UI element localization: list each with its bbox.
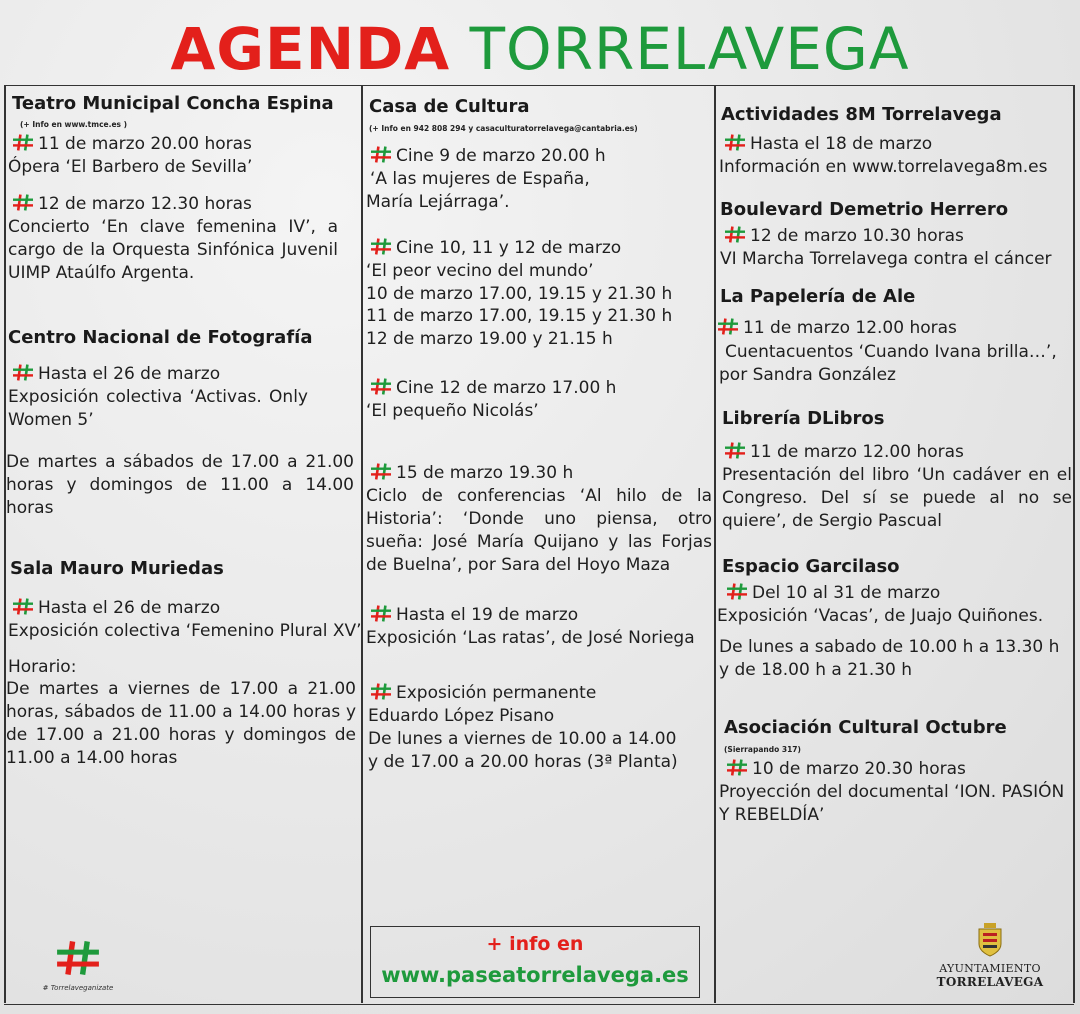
- venue-heading: Actividades 8M Torrelavega: [721, 104, 1002, 125]
- hashtag-logo-icon: [55, 938, 101, 978]
- event-date: Cine 12 de marzo 17.00 h: [370, 377, 616, 400]
- hashtag-icon: [370, 238, 392, 255]
- hashtag-icon: [717, 318, 739, 335]
- info-box: [370, 926, 700, 998]
- hashtag-icon: [370, 463, 392, 480]
- event-line: María Lejárraga’.: [366, 192, 510, 212]
- venue-heading: La Papelería de Ale: [720, 286, 916, 307]
- event-line: 11 de marzo 17.00, 19.15 y 21.30 h: [366, 306, 673, 326]
- event-line: Exposición ‘Vacas’, de Juajo Quiñones.: [717, 606, 1044, 626]
- hashtag-icon: [726, 759, 748, 776]
- venue-heading: Asociación Cultural Octubre: [724, 717, 1007, 738]
- event-date: Hasta el 26 de marzo: [12, 597, 220, 620]
- event-hours: De martes a viernes de 17.00 a 21.00 horas, sábados de 11.00 a 14.00 horas y de 17.00 a 21.00 horas y domingos de 11.00 a 14.00 horas: [6, 679, 356, 768]
- event-line: ‘El pequeño Nicolás’: [366, 401, 539, 421]
- event-desc: Concierto ‘En clave femenina IV’, a cargo de la Orquesta Sinfónica Juvenil UIMP Ataúlfo Argenta.: [8, 217, 338, 283]
- hashtag-icon: [12, 194, 34, 211]
- event-line: Y REBELDÍA’: [719, 805, 825, 825]
- hashtag-icon: [724, 226, 746, 243]
- event-date: 12 de marzo 10.30 horas: [724, 225, 964, 248]
- venue-info: (+ Info en 942 808 294 y casaculturatorrelavega@cantabria.es): [369, 124, 638, 133]
- venue-heading: Teatro Municipal Concha Espina: [12, 93, 334, 114]
- hashtag-icon: [724, 442, 746, 459]
- event-hours: De martes a sábados de 17.00 a 21.00 horas y domingos de 11.00 a 14.00 horas: [6, 452, 354, 518]
- event-date: Hasta el 18 de marzo: [724, 133, 932, 156]
- venue-heading: Librería DLibros: [722, 408, 885, 429]
- venue-address: (Sierrapando 317): [724, 745, 801, 754]
- brand-tag: # Torrelaveganizate: [42, 984, 114, 992]
- event-line: Exposición ‘Las ratas’, de José Noriega: [366, 628, 695, 648]
- venue-heading: Espacio Garcilaso: [722, 556, 900, 577]
- event-date: Hasta el 26 de marzo: [12, 363, 220, 386]
- event-line: Información en www.torrelavega8m.es: [719, 157, 1048, 177]
- venue-heading: Casa de Cultura: [369, 96, 530, 117]
- event-date: Cine 10, 11 y 12 de marzo: [370, 237, 621, 260]
- hashtag-icon: [12, 134, 34, 151]
- event-date: Del 10 al 31 de marzo: [726, 582, 940, 605]
- event-line: 10 de marzo 17.00, 19.15 y 21.30 h: [366, 284, 673, 304]
- venue-heading: Centro Nacional de Fotografía: [8, 327, 313, 348]
- event-line: ‘A las mujeres de España,: [370, 169, 590, 189]
- venue-heading: Sala Mauro Muriedas: [10, 558, 224, 579]
- event-date: Cine 9 de marzo 20.00 h: [370, 145, 606, 168]
- event-line: Cuentacuentos ‘Cuando Ivana brilla…’,: [725, 342, 1057, 362]
- event-line: Eduardo López Pisano: [368, 706, 555, 726]
- info-label: + info en: [486, 933, 584, 955]
- event-date: 11 de marzo 12.00 horas: [724, 441, 964, 464]
- divider: [361, 85, 363, 1003]
- event-line: ‘El peor vecino del mundo’: [366, 261, 594, 281]
- torrelaveganizate-logo: [38, 938, 118, 992]
- hashtag-icon: [370, 378, 392, 395]
- event-line: Proyección del documental ‘ION. PASIÓN: [719, 782, 1065, 802]
- horario-label: Horario:: [8, 657, 77, 677]
- ayto-line1: AYUNTAMIENTO: [939, 962, 1041, 975]
- hashtag-icon: [370, 146, 392, 163]
- page-title: [0, 15, 1080, 83]
- event-desc: Exposición colectiva ‘Activas. Only Women 5’: [8, 387, 308, 430]
- hashtag-icon: [12, 364, 34, 381]
- title-agenda: AGENDA: [170, 15, 451, 83]
- divider: [4, 85, 6, 1003]
- hashtag-icon: [370, 683, 392, 700]
- event-date: 10 de marzo 20.30 horas: [726, 758, 966, 781]
- event-line: 12 de marzo 19.00 y 21.15 h: [366, 329, 613, 349]
- event-desc: Exposición colectiva ‘Femenino Plural XV’: [8, 621, 362, 641]
- ayuntamiento-logo: [935, 922, 1045, 989]
- event-line: De lunes a sabado de 10.00 h a 13.30 h: [719, 637, 1060, 657]
- event-desc: Presentación del libro ‘Un cadáver en el Congreso. Del sí se puede al no se quiere’, de Sergio Pascual: [722, 465, 1072, 531]
- event-date: Exposición permanente: [370, 682, 596, 705]
- event-line: VI Marcha Torrelavega contra el cáncer: [720, 249, 1052, 269]
- event-line: y de 18.00 h a 21.30 h: [719, 660, 913, 680]
- event-date: 11 de marzo 12.00 horas: [717, 317, 957, 340]
- event-line: y de 17.00 a 20.00 horas (3ª Planta): [368, 752, 678, 772]
- divider: [714, 85, 716, 1003]
- hashtag-icon: [370, 605, 392, 622]
- event-line: De lunes a viernes de 10.00 a 14.00: [368, 729, 677, 749]
- event-date: 12 de marzo 12.30 horas: [12, 193, 252, 216]
- divider: [1073, 85, 1075, 1003]
- event-desc: Ópera ‘El Barbero de Sevilla’: [8, 157, 253, 177]
- event-date: 15 de marzo 19.30 h: [370, 462, 573, 485]
- info-url-link[interactable]: www.paseatorrelavega.es: [381, 963, 689, 987]
- coat-of-arms-icon: [976, 922, 1004, 958]
- ayto-line2: TORRELAVEGA: [936, 975, 1044, 989]
- event-date: 11 de marzo 20.00 horas: [12, 133, 252, 156]
- hashtag-icon: [724, 134, 746, 151]
- venue-info: (+ Info en www.tmce.es ): [20, 120, 128, 129]
- hashtag-icon: [726, 583, 748, 600]
- title-torrelavega: TORRELAVEGA: [469, 15, 910, 83]
- event-desc: Ciclo de conferencias ‘Al hilo de la Historia’: ‘Donde uno piensa, otro sueña: José María Quijano y las Forjas de Buelna’, por Sara del Hoyo Maza: [366, 486, 712, 575]
- event-line: por Sandra González: [719, 365, 896, 385]
- event-date: Hasta el 19 de marzo: [370, 604, 578, 627]
- venue-heading: Boulevard Demetrio Herrero: [720, 199, 1009, 220]
- hashtag-icon: [12, 598, 34, 615]
